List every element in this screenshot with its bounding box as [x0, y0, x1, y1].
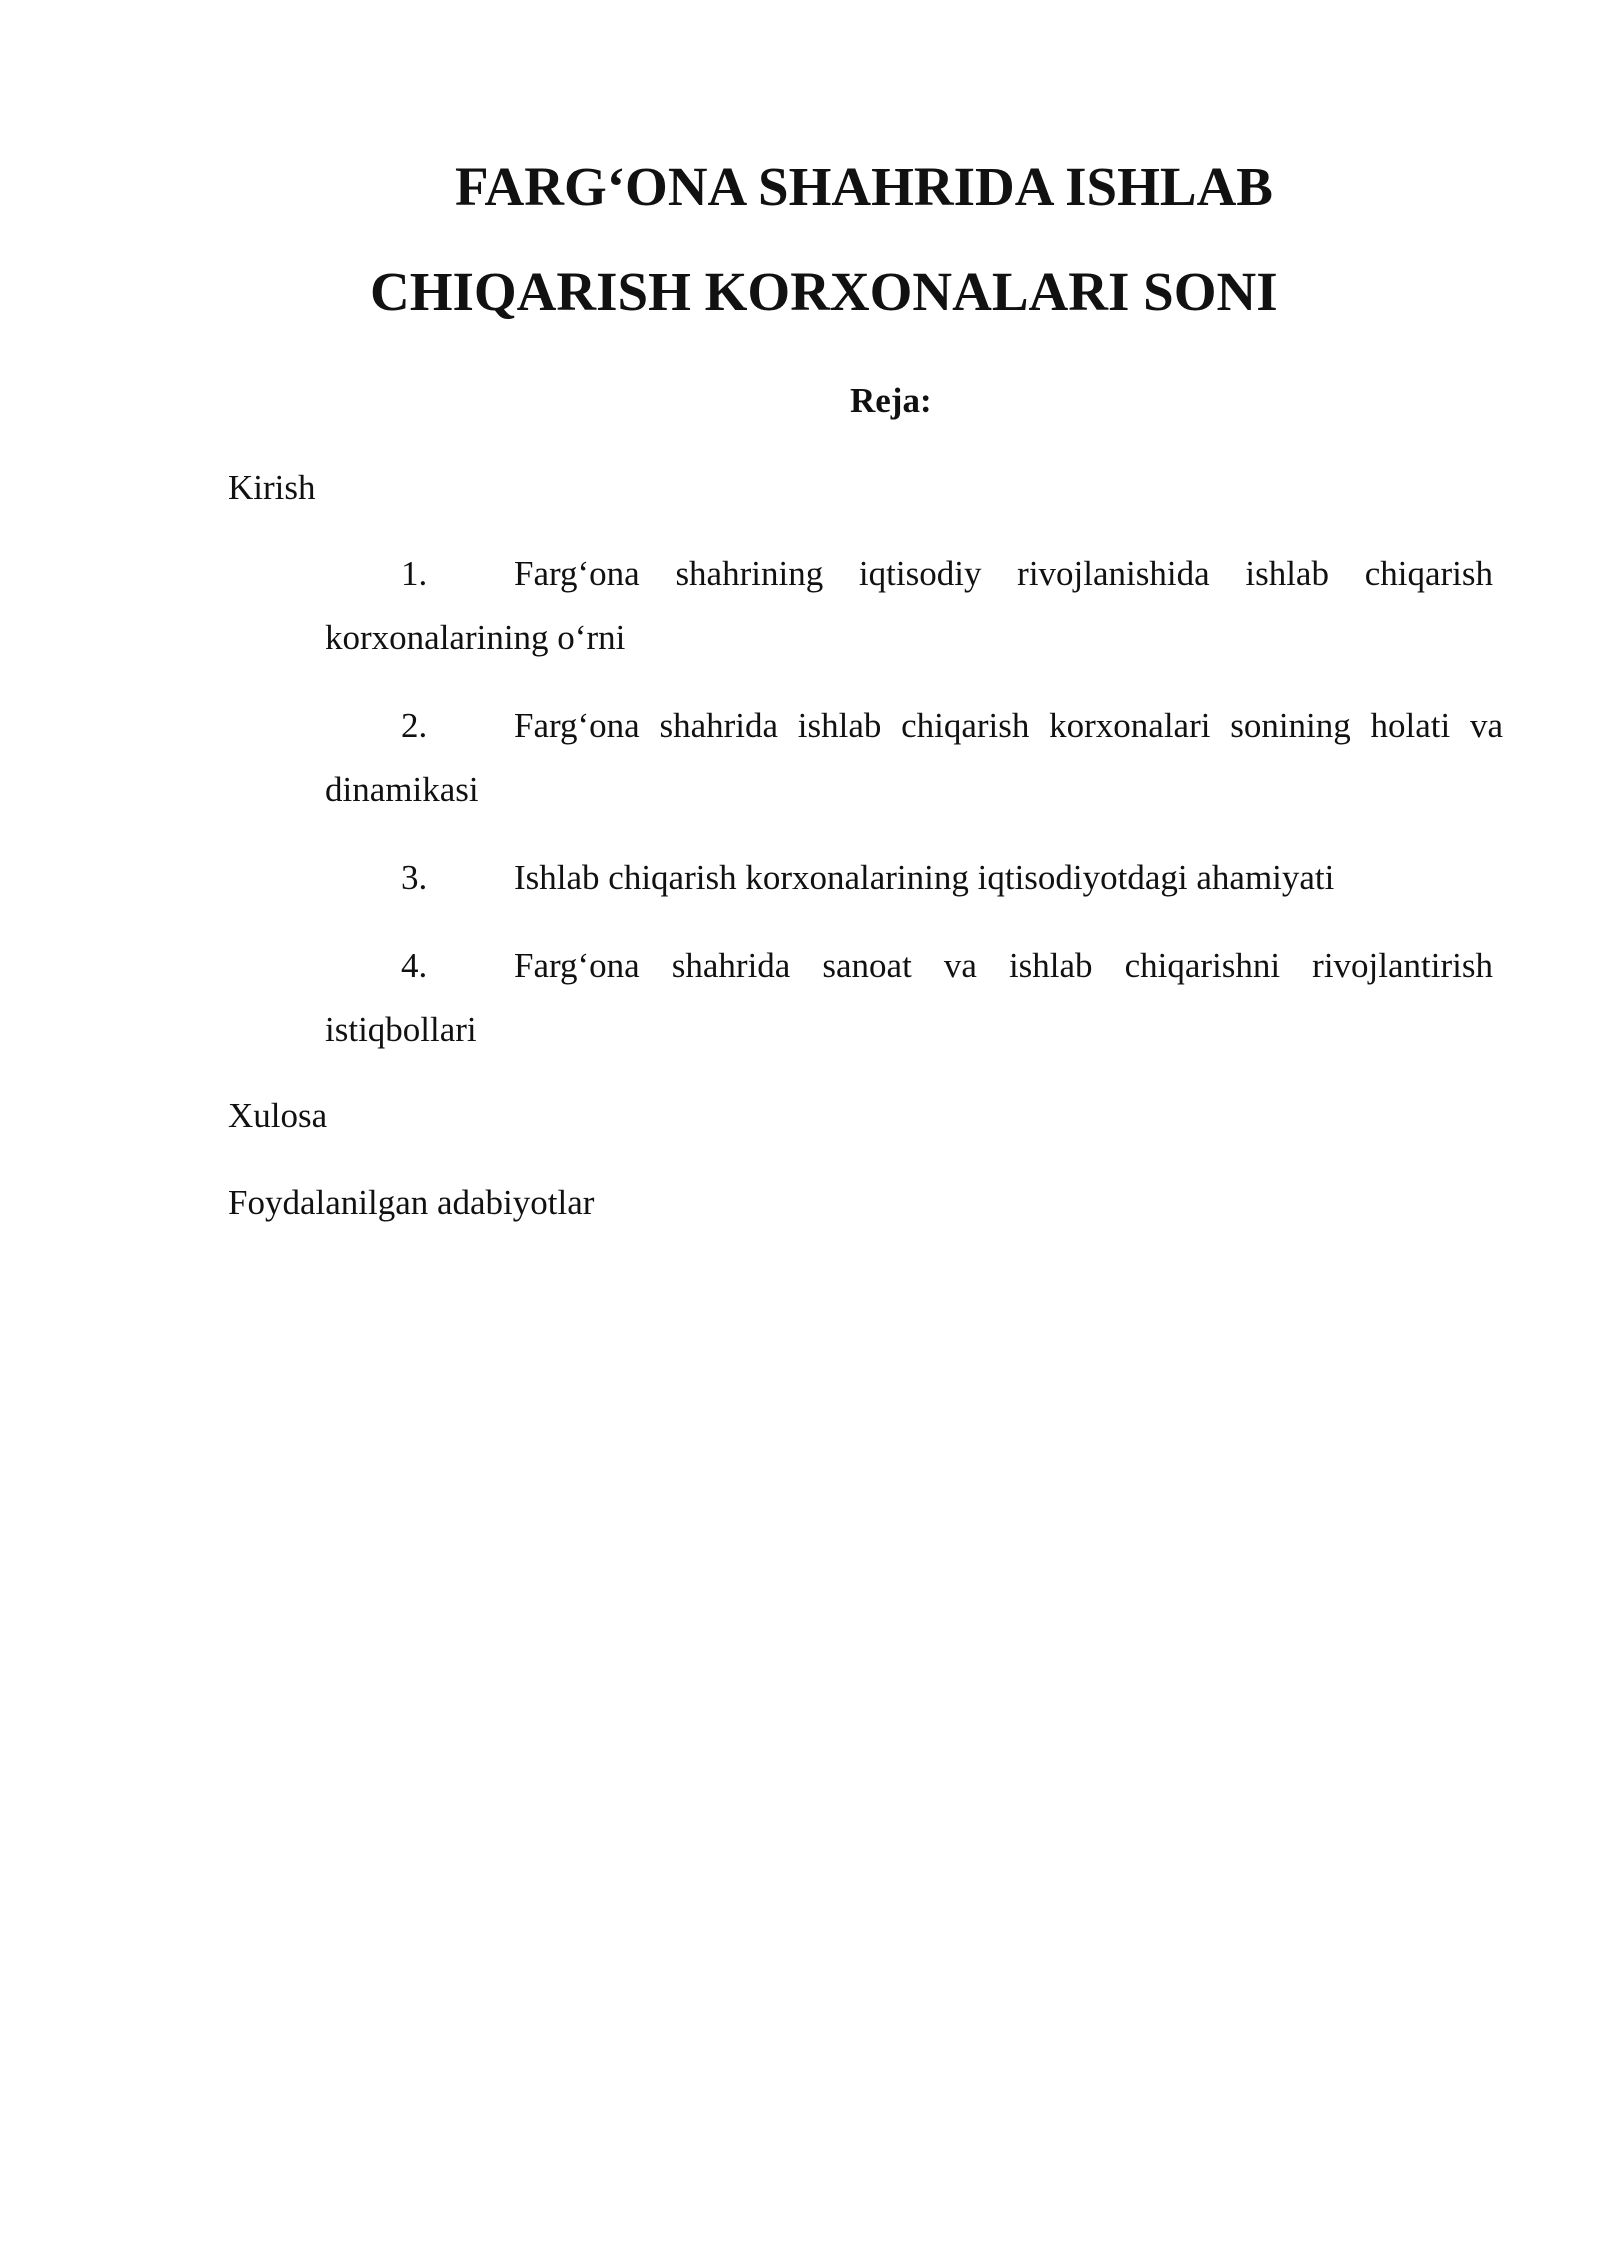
plan-item-continuation: dinamikasi — [325, 770, 479, 809]
plan-item-number: 4. — [401, 946, 428, 985]
plan-item-text: Ishlab chiqarish korxonalarining iqtisodiyotdagi ahamiyati — [514, 858, 1335, 897]
plan-item-continuation: korxonalarining o‘rni — [325, 618, 626, 657]
plan-item-3 — [325, 856, 1493, 900]
plan-item-number: 1. — [401, 554, 428, 593]
plan-item-continuation: istiqbollari — [325, 1010, 477, 1049]
plan-item-1 — [325, 552, 1493, 660]
plan-item-number: 3. — [401, 858, 428, 897]
conclusion-heading: Xulosa — [228, 1096, 328, 1135]
document-title-line-1: FARG‘ONA SHAHRIDA ISHLAB — [455, 156, 1273, 217]
plan-item-text: Farg‘ona shahrining iqtisodiy rivojlanishida ishlab chiqarish — [514, 554, 1493, 593]
plan-item-text: Farg‘ona shahrida ishlab chiqarish korxonalari sonining holati va — [514, 706, 1503, 745]
plan-item-4 — [325, 944, 1493, 1052]
intro-heading: Kirish — [228, 468, 316, 507]
document-title-line-2: CHIQARISH KORXONALARI SONI — [370, 261, 1278, 322]
plan-item-2 — [325, 704, 1503, 812]
plan-item-text: Farg‘ona shahrida sanoat va ishlab chiqarishni rivojlantirish — [514, 946, 1493, 985]
plan-heading: Reja: — [850, 381, 932, 420]
plan-item-number: 2. — [401, 706, 428, 745]
references-heading: Foydalanilgan adabiyotlar — [228, 1183, 595, 1222]
